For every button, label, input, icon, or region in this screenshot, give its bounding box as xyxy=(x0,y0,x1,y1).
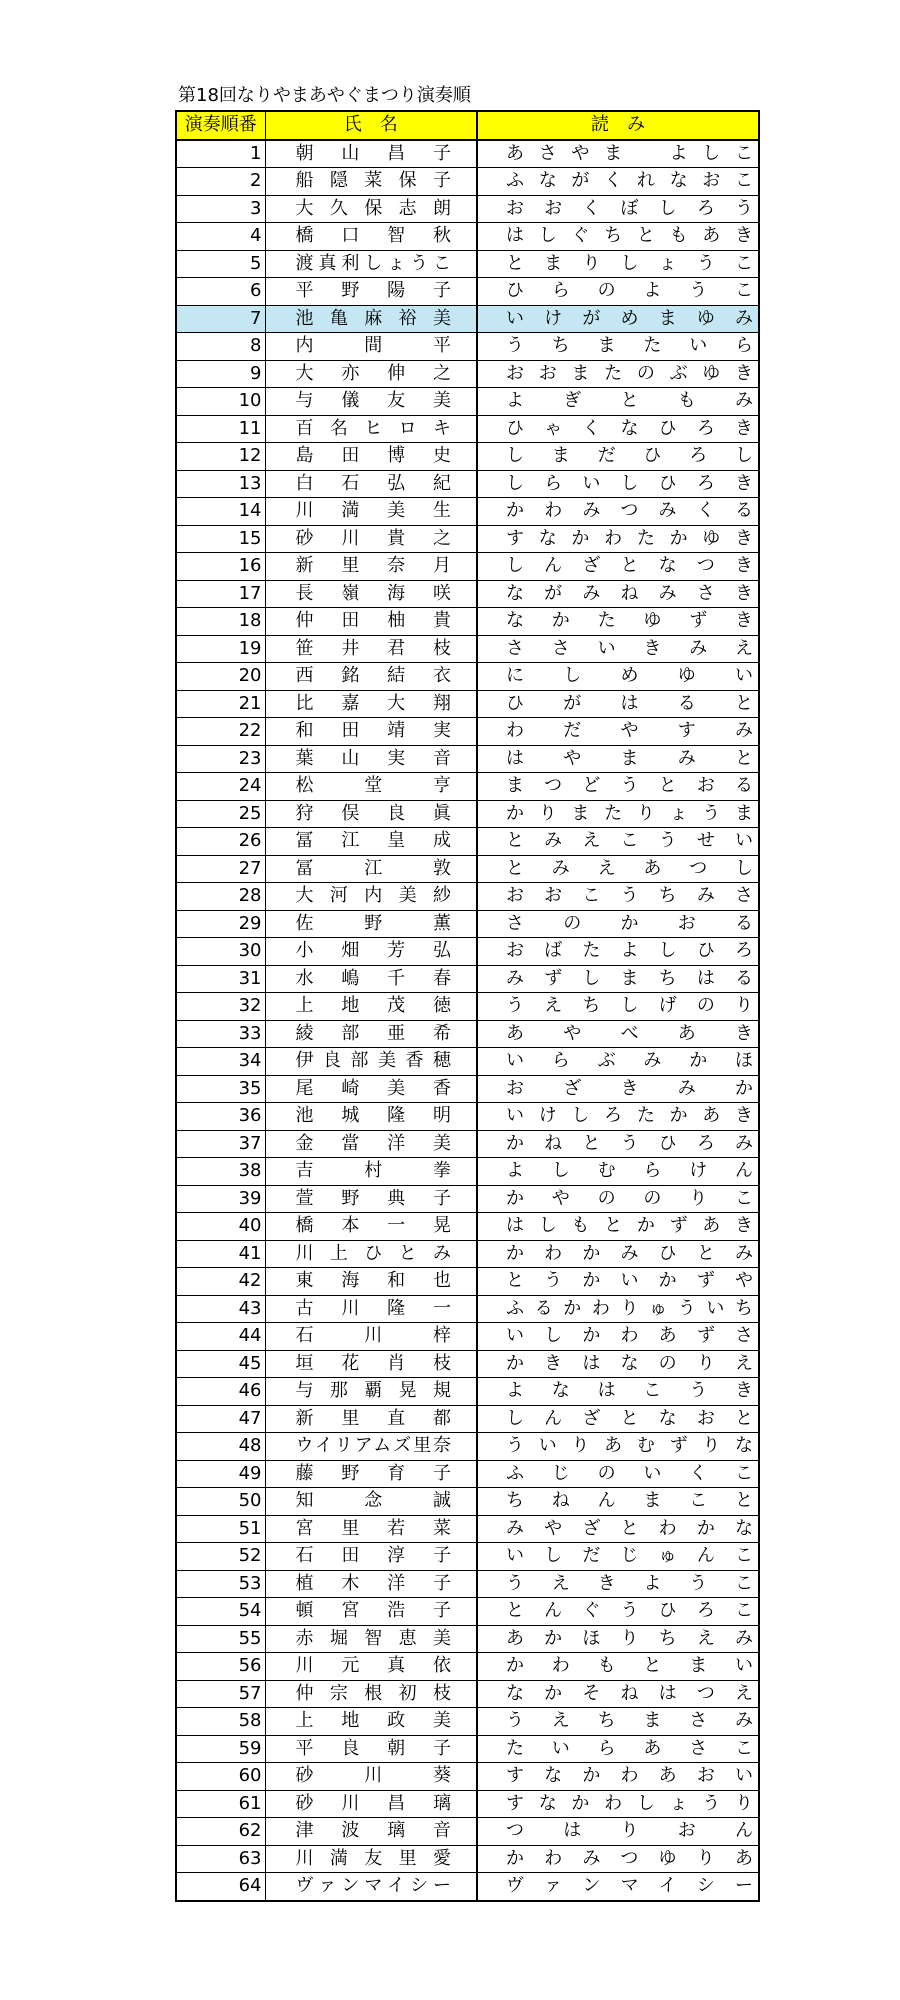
name-cell: 船隠菜保子 xyxy=(265,168,477,196)
table-row xyxy=(176,1515,759,1543)
order-number-cell: 3 xyxy=(176,195,265,223)
order-number-cell: 17 xyxy=(176,580,265,608)
name-cell: 大亦伸之 xyxy=(265,360,477,388)
table-row xyxy=(176,1213,759,1241)
order-number-cell: 29 xyxy=(176,910,265,938)
name-cell: 綾部亜希 xyxy=(265,1020,477,1048)
order-number-cell: 58 xyxy=(176,1708,265,1736)
reading-cell: いらぶみかほ xyxy=(477,1048,759,1076)
reading-cell: さのかおる xyxy=(477,910,759,938)
order-number-cell: 48 xyxy=(176,1433,265,1461)
order-number-cell: 11 xyxy=(176,415,265,443)
reading-cell: すなかわしょうり xyxy=(477,1790,759,1818)
reading-cell: いしだじゅんこ xyxy=(477,1543,759,1571)
table-row xyxy=(176,828,759,856)
order-number-cell: 50 xyxy=(176,1488,265,1516)
name-cell: 砂川貴之 xyxy=(265,525,477,553)
table-row xyxy=(176,1570,759,1598)
order-number-cell: 60 xyxy=(176,1763,265,1791)
name-cell: 平良朝子 xyxy=(265,1735,477,1763)
order-number-cell: 15 xyxy=(176,525,265,553)
name-cell: 伊良部美香穂 xyxy=(265,1048,477,1076)
order-number-cell: 19 xyxy=(176,635,265,663)
reading-cell: おおくぼしろう xyxy=(477,195,759,223)
name-cell: 頓宮浩子 xyxy=(265,1598,477,1626)
reading-cell: みずしまちはる xyxy=(477,965,759,993)
table-row xyxy=(176,360,759,388)
order-number-cell: 40 xyxy=(176,1213,265,1241)
table-row xyxy=(176,718,759,746)
reading-cell: うちまたいら xyxy=(477,333,759,361)
order-number-cell: 23 xyxy=(176,745,265,773)
name-cell: 上地政美 xyxy=(265,1708,477,1736)
reading-cell: なかそねはつえ xyxy=(477,1680,759,1708)
reading-cell: はしぐちともあき xyxy=(477,223,759,251)
page-title: 第18回なりやまあやぐまつり演奏順 xyxy=(178,85,471,106)
table-row xyxy=(176,1625,759,1653)
name-cell: 渡真利しょうこ xyxy=(265,250,477,278)
name-cell: 大河内美紗 xyxy=(265,883,477,911)
reading-cell: ながみねみさき xyxy=(477,580,759,608)
table-row xyxy=(176,1680,759,1708)
reading-cell: いけがめまゆみ xyxy=(477,305,759,333)
order-number-cell: 43 xyxy=(176,1295,265,1323)
name-cell: 和田靖実 xyxy=(265,718,477,746)
table-row xyxy=(176,1185,759,1213)
table-row xyxy=(176,580,759,608)
reading-cell: あかほりちえみ xyxy=(477,1625,759,1653)
name-cell: ヴァンマイシー xyxy=(265,1873,477,1901)
reading-cell: わだやすみ xyxy=(477,718,759,746)
reading-cell: よなはこうき xyxy=(477,1378,759,1406)
table-row xyxy=(176,1873,759,1901)
name-cell: 藤野育子 xyxy=(265,1460,477,1488)
table-row xyxy=(176,1653,759,1681)
order-number-cell: 42 xyxy=(176,1268,265,1296)
name-cell: 水嶋千春 xyxy=(265,965,477,993)
order-number-cell: 27 xyxy=(176,855,265,883)
reading-cell: よぎともみ xyxy=(477,388,759,416)
name-cell: 冨江敦 xyxy=(265,855,477,883)
table-row xyxy=(176,1378,759,1406)
name-cell: 池亀麻裕美 xyxy=(265,305,477,333)
table-row xyxy=(176,1268,759,1296)
name-cell: 新里直都 xyxy=(265,1405,477,1433)
name-cell: 宮里若菜 xyxy=(265,1515,477,1543)
reading-cell: おおこうちみさ xyxy=(477,883,759,911)
reading-cell: ふながくれなおこ xyxy=(477,168,759,196)
order-number-cell: 33 xyxy=(176,1020,265,1048)
order-number-cell: 26 xyxy=(176,828,265,856)
order-number-cell: 56 xyxy=(176,1653,265,1681)
order-number-cell: 8 xyxy=(176,333,265,361)
table-row xyxy=(176,663,759,691)
order-number-cell: 4 xyxy=(176,223,265,251)
table-row xyxy=(176,938,759,966)
table-row xyxy=(176,745,759,773)
order-number-cell: 2 xyxy=(176,168,265,196)
reading-cell: はやまみと xyxy=(477,745,759,773)
table-header-row xyxy=(176,111,759,140)
table-row xyxy=(176,1763,759,1791)
reading-cell: ちねんまこと xyxy=(477,1488,759,1516)
table-row xyxy=(176,883,759,911)
table-row xyxy=(176,1295,759,1323)
table-row xyxy=(176,1158,759,1186)
order-number-cell: 22 xyxy=(176,718,265,746)
table-row xyxy=(176,965,759,993)
table-row xyxy=(176,195,759,223)
name-cell: 砂川葵 xyxy=(265,1763,477,1791)
table-row xyxy=(176,1433,759,1461)
header-name: 氏 名 xyxy=(265,111,477,140)
reading-cell: ひゃくなひろき xyxy=(477,415,759,443)
name-cell: 赤堀智恵美 xyxy=(265,1625,477,1653)
order-number-cell: 7 xyxy=(176,305,265,333)
name-cell: 松堂亨 xyxy=(265,773,477,801)
name-cell: 萱野典子 xyxy=(265,1185,477,1213)
order-number-cell: 21 xyxy=(176,690,265,718)
name-cell: 西銘結衣 xyxy=(265,663,477,691)
table-row xyxy=(176,140,759,168)
reading-cell: あやべあき xyxy=(477,1020,759,1048)
table-row xyxy=(176,1405,759,1433)
name-cell: 砂川昌璃 xyxy=(265,1790,477,1818)
table-row xyxy=(176,1543,759,1571)
reading-cell: いしかわあずさ xyxy=(477,1323,759,1351)
name-cell: 垣花肖枝 xyxy=(265,1350,477,1378)
table-row xyxy=(176,1460,759,1488)
order-number-cell: 24 xyxy=(176,773,265,801)
reading-cell: おばたよしひろ xyxy=(477,938,759,966)
reading-cell: かねとうひろみ xyxy=(477,1130,759,1158)
order-number-cell: 5 xyxy=(176,250,265,278)
name-cell: 仲宗根初枝 xyxy=(265,1680,477,1708)
reading-cell: はしもとかずあき xyxy=(477,1213,759,1241)
table-row xyxy=(176,1323,759,1351)
reading-cell: うえきようこ xyxy=(477,1570,759,1598)
order-number-cell: 45 xyxy=(176,1350,265,1378)
order-number-cell: 44 xyxy=(176,1323,265,1351)
table-row xyxy=(176,1488,759,1516)
name-cell: 津波璃音 xyxy=(265,1818,477,1846)
reading-cell: ヴァンマイシー xyxy=(477,1873,759,1901)
reading-cell: ふるかわりゅういち xyxy=(477,1295,759,1323)
order-number-cell: 55 xyxy=(176,1625,265,1653)
table-row xyxy=(176,470,759,498)
reading-cell: まつどうとおる xyxy=(477,773,759,801)
order-number-cell: 14 xyxy=(176,498,265,526)
order-number-cell: 31 xyxy=(176,965,265,993)
reading-cell: うえちしげのり xyxy=(477,993,759,1021)
reading-cell: みやざとわかな xyxy=(477,1515,759,1543)
name-cell: 川上ひとみ xyxy=(265,1240,477,1268)
reading-cell: にしめゆい xyxy=(477,663,759,691)
name-cell: 百名ヒロキ xyxy=(265,415,477,443)
order-number-cell: 59 xyxy=(176,1735,265,1763)
reading-cell: とみえあつし xyxy=(477,855,759,883)
reading-cell: うえちまさみ xyxy=(477,1708,759,1736)
order-number-cell: 12 xyxy=(176,443,265,471)
table-row xyxy=(176,388,759,416)
reading-cell: とうかいかずや xyxy=(477,1268,759,1296)
table-row xyxy=(176,498,759,526)
order-number-cell: 46 xyxy=(176,1378,265,1406)
name-cell: 金當洋美 xyxy=(265,1130,477,1158)
name-cell: 川満美生 xyxy=(265,498,477,526)
reading-cell: ひがはると xyxy=(477,690,759,718)
reading-cell: ひらのようこ xyxy=(477,278,759,306)
name-cell: 橋本一晃 xyxy=(265,1213,477,1241)
name-cell: 与儀友美 xyxy=(265,388,477,416)
name-cell: 与那覇晃規 xyxy=(265,1378,477,1406)
reading-cell: とまりしょうこ xyxy=(477,250,759,278)
name-cell: 狩俣良眞 xyxy=(265,800,477,828)
reading-cell: かわもとまい xyxy=(477,1653,759,1681)
name-cell: 石田淳子 xyxy=(265,1543,477,1571)
order-number-cell: 28 xyxy=(176,883,265,911)
name-cell: 島田博史 xyxy=(265,443,477,471)
order-number-cell: 13 xyxy=(176,470,265,498)
reading-cell: すなかわたかゆき xyxy=(477,525,759,553)
order-number-cell: 6 xyxy=(176,278,265,306)
order-number-cell: 36 xyxy=(176,1103,265,1131)
table-row xyxy=(176,1845,759,1873)
reading-cell: かきはなのりえ xyxy=(477,1350,759,1378)
table-row xyxy=(176,525,759,553)
reading-cell: あさやま よしこ xyxy=(477,140,759,168)
name-cell: 長嶺海咲 xyxy=(265,580,477,608)
order-number-cell: 51 xyxy=(176,1515,265,1543)
name-cell: 朝山昌子 xyxy=(265,140,477,168)
order-number-cell: 1 xyxy=(176,140,265,168)
name-cell: 池城隆明 xyxy=(265,1103,477,1131)
order-number-cell: 34 xyxy=(176,1048,265,1076)
name-cell: 白石弘紀 xyxy=(265,470,477,498)
table-row xyxy=(176,1103,759,1131)
name-cell: ウイリアムズ里奈 xyxy=(265,1433,477,1461)
name-cell: 古川隆一 xyxy=(265,1295,477,1323)
table-row xyxy=(176,608,759,636)
table-row xyxy=(176,1020,759,1048)
name-cell: 新里奈月 xyxy=(265,553,477,581)
name-cell: 吉村拳 xyxy=(265,1158,477,1186)
header-reading: 読 み xyxy=(477,111,759,140)
reading-cell: しまだひろし xyxy=(477,443,759,471)
order-number-cell: 39 xyxy=(176,1185,265,1213)
table-row xyxy=(176,690,759,718)
table-row xyxy=(176,800,759,828)
order-number-cell: 25 xyxy=(176,800,265,828)
order-number-cell: 38 xyxy=(176,1158,265,1186)
order-number-cell: 18 xyxy=(176,608,265,636)
order-number-cell: 54 xyxy=(176,1598,265,1626)
name-cell: 平野陽子 xyxy=(265,278,477,306)
reading-cell: かりまたりょうま xyxy=(477,800,759,828)
reading-cell: とんぐうひろこ xyxy=(477,1598,759,1626)
reading-cell: とみえこうせい xyxy=(477,828,759,856)
order-number-cell: 62 xyxy=(176,1818,265,1846)
order-number-cell: 63 xyxy=(176,1845,265,1873)
table-row xyxy=(176,1818,759,1846)
table-row xyxy=(176,443,759,471)
reading-cell: かわみつみくる xyxy=(477,498,759,526)
table-row xyxy=(176,415,759,443)
name-cell: 知念誠 xyxy=(265,1488,477,1516)
reading-cell: なかたゆずき xyxy=(477,608,759,636)
order-number-cell: 64 xyxy=(176,1873,265,1901)
name-cell: 上地茂徳 xyxy=(265,993,477,1021)
order-number-cell: 9 xyxy=(176,360,265,388)
name-cell: 川元真依 xyxy=(265,1653,477,1681)
table-row xyxy=(176,333,759,361)
order-number-cell: 61 xyxy=(176,1790,265,1818)
reading-cell: おざきみか xyxy=(477,1075,759,1103)
name-cell: 内間平 xyxy=(265,333,477,361)
name-cell: 川満友里愛 xyxy=(265,1845,477,1873)
name-cell: 大久保志朗 xyxy=(265,195,477,223)
reading-cell: しらいしひろき xyxy=(477,470,759,498)
header-order: 演奏順番 xyxy=(176,111,265,140)
name-cell: 石川梓 xyxy=(265,1323,477,1351)
order-number-cell: 20 xyxy=(176,663,265,691)
reading-cell: ふじのいくこ xyxy=(477,1460,759,1488)
reading-cell: ささいきみえ xyxy=(477,635,759,663)
table-row xyxy=(176,223,759,251)
table-row xyxy=(176,1350,759,1378)
table-row xyxy=(176,553,759,581)
table-row xyxy=(176,1048,759,1076)
order-number-cell: 35 xyxy=(176,1075,265,1103)
table-row xyxy=(176,250,759,278)
name-cell: 葉山実音 xyxy=(265,745,477,773)
table-row xyxy=(176,278,759,306)
table-row xyxy=(176,855,759,883)
order-number-cell: 47 xyxy=(176,1405,265,1433)
reading-cell: しんざとなつき xyxy=(477,553,759,581)
table-row xyxy=(176,910,759,938)
reading-cell: かわみつゆりあ xyxy=(477,1845,759,1873)
reading-cell: つはりおん xyxy=(477,1818,759,1846)
name-cell: 比嘉大翔 xyxy=(265,690,477,718)
reading-cell: かわかみひとみ xyxy=(477,1240,759,1268)
table-row xyxy=(176,1708,759,1736)
order-number-cell: 37 xyxy=(176,1130,265,1158)
order-number-cell: 41 xyxy=(176,1240,265,1268)
table-row xyxy=(176,305,759,333)
name-cell: 植木洋子 xyxy=(265,1570,477,1598)
name-cell: 東海和也 xyxy=(265,1268,477,1296)
table-row xyxy=(176,635,759,663)
name-cell: 仲田柚貴 xyxy=(265,608,477,636)
table-row xyxy=(176,1130,759,1158)
table-row xyxy=(176,1790,759,1818)
name-cell: 橋口智秋 xyxy=(265,223,477,251)
order-number-cell: 57 xyxy=(176,1680,265,1708)
reading-cell: よしむらけん xyxy=(477,1158,759,1186)
table-row xyxy=(176,1240,759,1268)
reading-cell: しんざとなおと xyxy=(477,1405,759,1433)
table-row xyxy=(176,773,759,801)
reading-cell: たいらあさこ xyxy=(477,1735,759,1763)
reading-cell: すなかわあおい xyxy=(477,1763,759,1791)
order-number-cell: 30 xyxy=(176,938,265,966)
name-cell: 佐野薫 xyxy=(265,910,477,938)
order-number-cell: 53 xyxy=(176,1570,265,1598)
table-row xyxy=(176,1598,759,1626)
table-row xyxy=(176,168,759,196)
reading-cell: おおまたのぶゆき xyxy=(477,360,759,388)
performance-order-table xyxy=(175,110,760,1902)
table-row xyxy=(176,1735,759,1763)
name-cell: 小畑芳弘 xyxy=(265,938,477,966)
name-cell: 尾崎美香 xyxy=(265,1075,477,1103)
order-number-cell: 10 xyxy=(176,388,265,416)
reading-cell: かやののりこ xyxy=(477,1185,759,1213)
name-cell: 冨江皇成 xyxy=(265,828,477,856)
table-row xyxy=(176,993,759,1021)
reading-cell: いけしろたかあき xyxy=(477,1103,759,1131)
reading-cell: ういりあむずりな xyxy=(477,1433,759,1461)
order-number-cell: 32 xyxy=(176,993,265,1021)
name-cell: 笹井君枝 xyxy=(265,635,477,663)
order-number-cell: 52 xyxy=(176,1543,265,1571)
table-row xyxy=(176,1075,759,1103)
order-number-cell: 16 xyxy=(176,553,265,581)
order-number-cell: 49 xyxy=(176,1460,265,1488)
